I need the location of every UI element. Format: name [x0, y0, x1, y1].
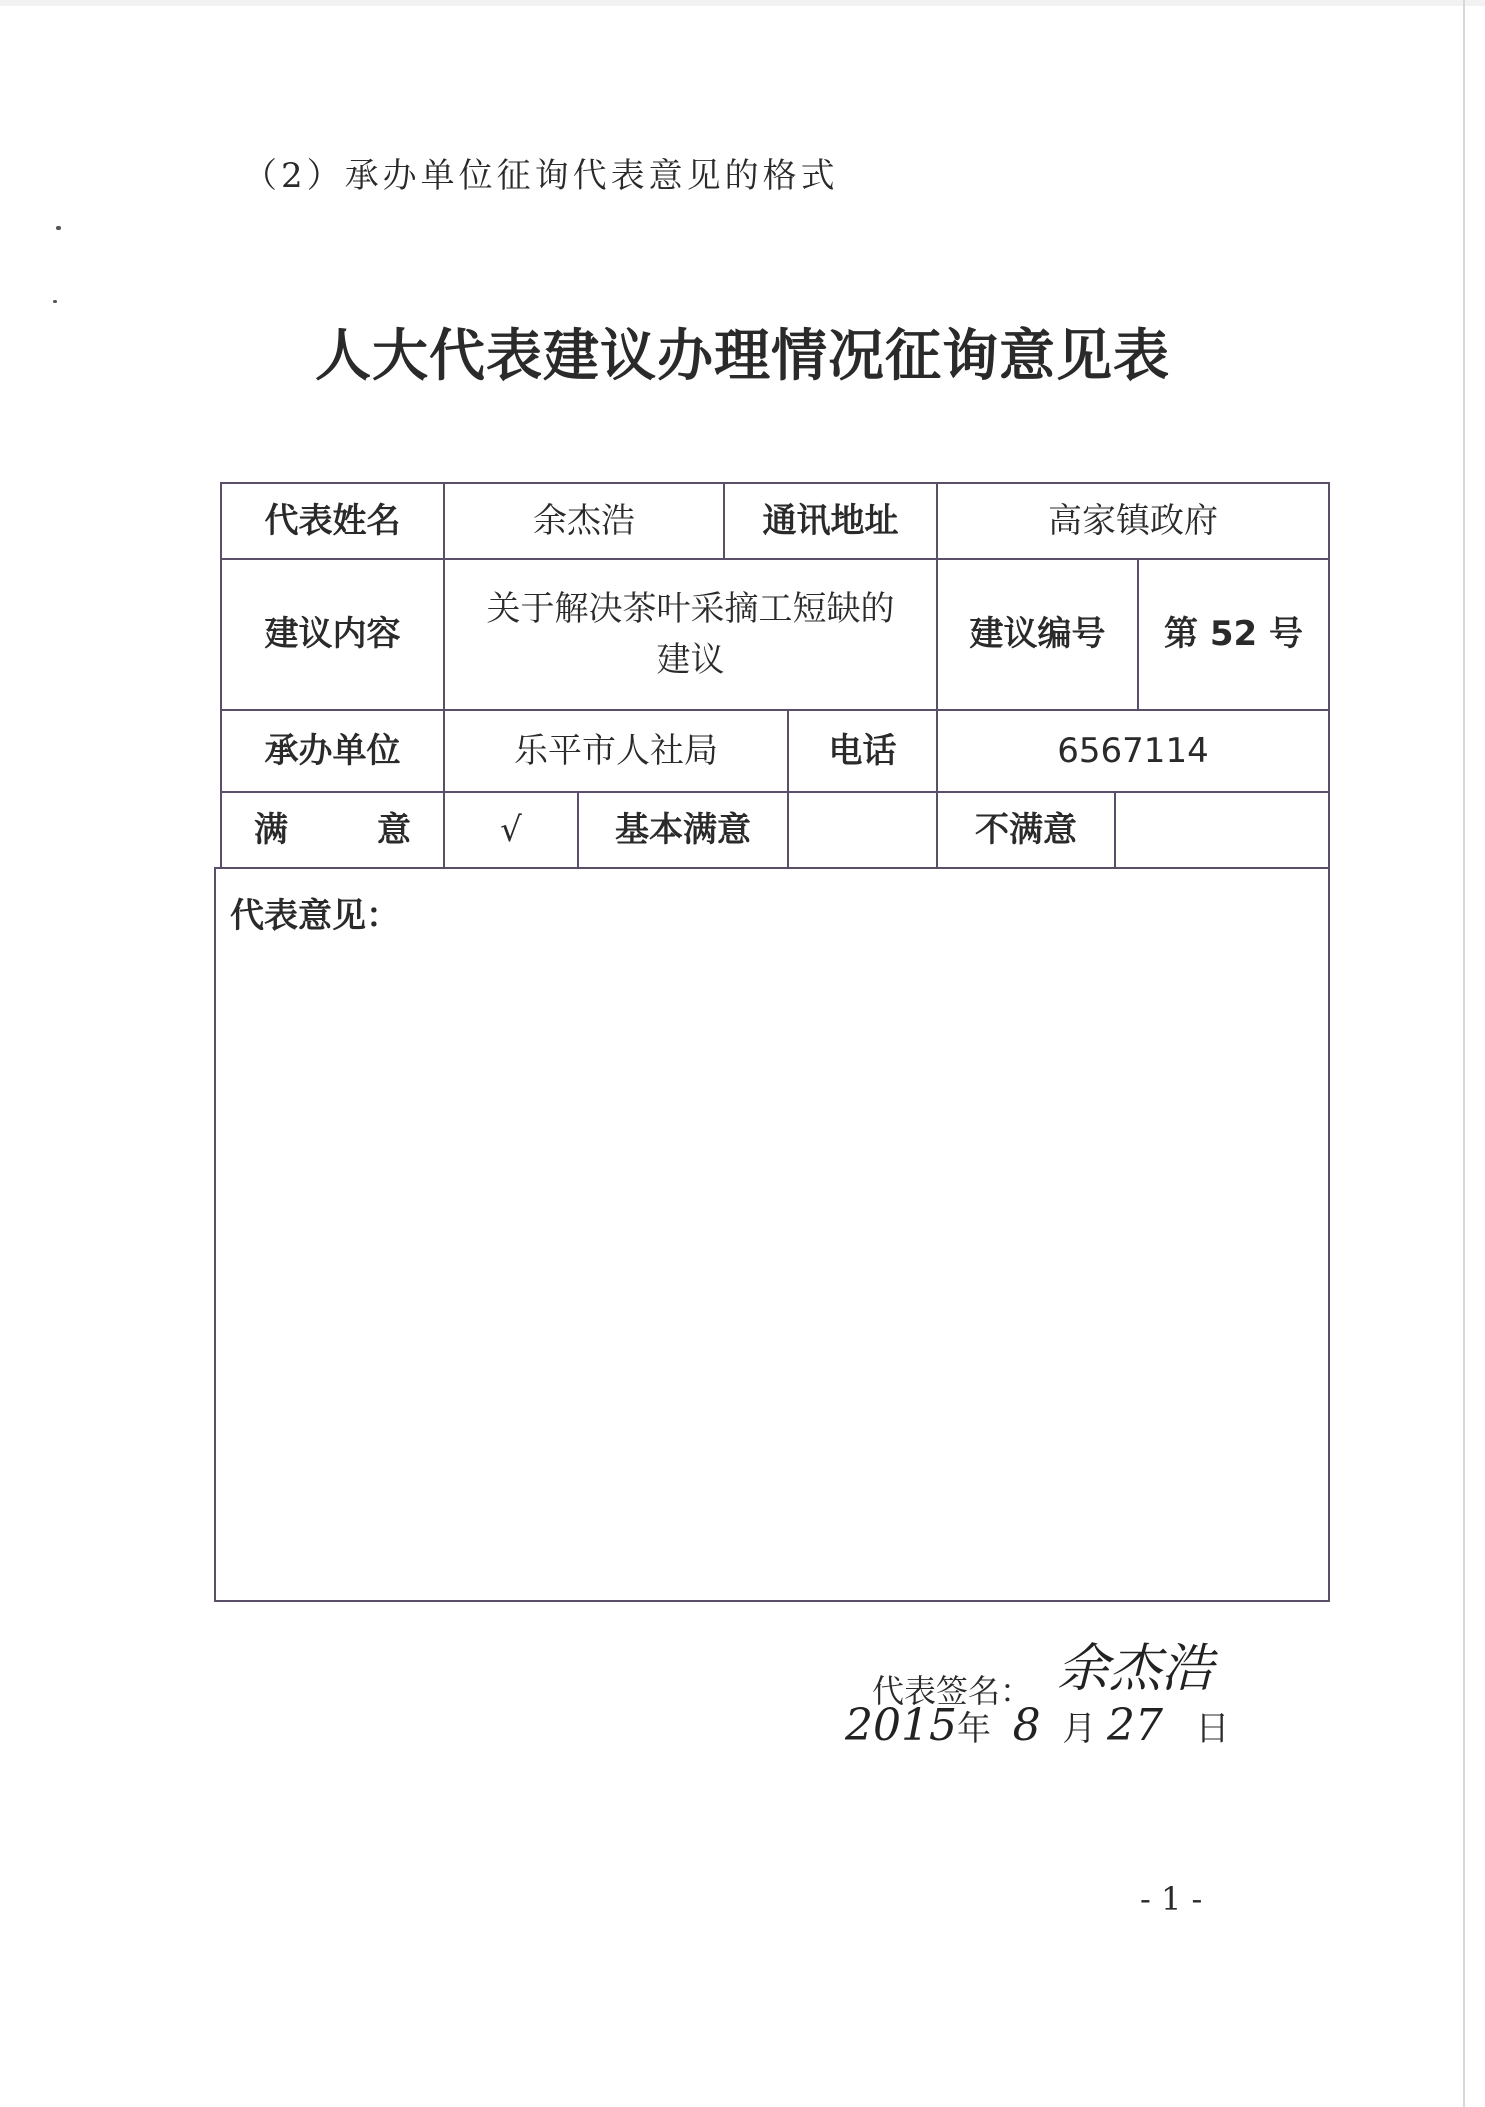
- number-value: 第 52 号: [1137, 558, 1330, 711]
- phone-value: 6567114: [936, 709, 1330, 793]
- page-number: - 1 -: [1140, 1880, 1203, 1918]
- rep-name-label: 代表姓名: [220, 482, 445, 560]
- date-day: 27: [1107, 1700, 1164, 1751]
- satisfied-label: [220, 791, 445, 869]
- handling-unit-value: 乐平市人社局: [443, 709, 789, 793]
- date-month: 8: [1012, 1700, 1041, 1751]
- scan-speck: [56, 226, 61, 230]
- rep-name-value: 余杰浩: [443, 482, 725, 560]
- scan-speck: [53, 300, 57, 303]
- basic-satisfied-label: 基本满意: [577, 791, 789, 869]
- scan-edge-top: [0, 0, 1485, 6]
- date-year-unit: 年: [956, 1709, 991, 1749]
- phone-label: 电话: [787, 709, 938, 793]
- number-label: 建议编号: [936, 558, 1139, 711]
- address-value: 高家镇政府: [936, 482, 1330, 560]
- date-year: 2015: [845, 1700, 957, 1751]
- satisfied-checkmark: √: [443, 791, 579, 869]
- section-heading: （2）承办单位征询代表意见的格式: [243, 156, 839, 196]
- handwritten-signature: 余杰浩: [1057, 1639, 1214, 1699]
- content-label: 建议内容: [220, 558, 445, 711]
- date-month-unit: 月: [1062, 1709, 1097, 1749]
- address-label: 通讯地址: [723, 482, 938, 560]
- signature-date: [845, 1700, 1229, 1751]
- signature-label: 代表签名：: [872, 1672, 1033, 1710]
- unsatisfied-box: [1114, 791, 1330, 869]
- satisfied-label-char: 满: [254, 809, 288, 850]
- form-title: 人大代表建议办理情况征询意见表: [315, 323, 1170, 389]
- basic-satisfied-box: [787, 791, 938, 869]
- handling-unit-label: 承办单位: [220, 709, 445, 793]
- opinion-label: 代表意见：: [230, 896, 400, 936]
- date-day-unit: 日: [1195, 1709, 1230, 1749]
- unsatisfied-label: 不满意: [936, 791, 1116, 869]
- opinion-area: [214, 867, 1330, 1602]
- satisfied-label-char: 意: [377, 809, 411, 850]
- content-value: 关于解决茶叶采摘工短缺的建议: [443, 558, 938, 711]
